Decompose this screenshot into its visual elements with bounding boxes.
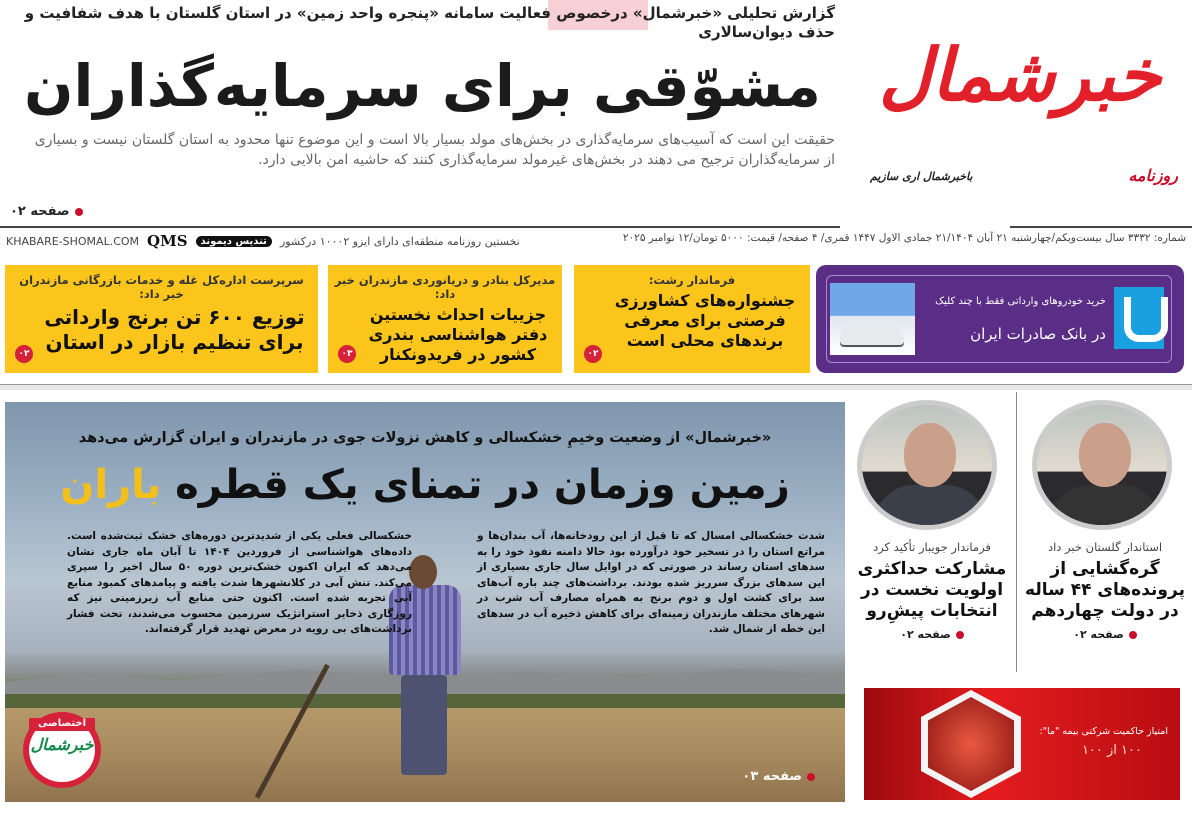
side-news-subtitle: فرماندار جویبار تأکید کرد [873, 540, 991, 554]
governor-photo [1032, 400, 1172, 530]
side-news-page-ref [852, 628, 1012, 641]
box-subtitle: فرماندار رشت: [648, 273, 736, 287]
bullet-icon [1129, 631, 1137, 639]
exclusive-badge [23, 712, 101, 788]
box-subtitle: مدیرکل بنادر و دریانوردی مازندران خبر داد: [334, 273, 556, 301]
side-news-page-ref [1020, 628, 1190, 641]
story-page-ref[interactable] [742, 769, 815, 784]
story-kicker: «خبرشمال» از وضعیت وخیمِ خشکسالی و کاهش نزولات جوی در مازندران و ایران گزارش می‌دهد [78, 430, 772, 446]
info-left [6, 232, 566, 250]
ad-line2: در بانک صادرات ایران [970, 325, 1106, 343]
news-box[interactable] [328, 265, 562, 373]
ad-line1: خرید خودروهای وارداتی فقط با چند کلیک [935, 296, 1106, 307]
ad-line2: ۱۰۰ از ۱۰۰ [1081, 743, 1142, 758]
page-ref-text: صفحه ۰۳ [742, 769, 802, 784]
exclusive-label: اختصاصی [29, 718, 95, 731]
logo-daily: روزنامه [1128, 166, 1178, 185]
section-separator [0, 384, 1192, 390]
iso-text: نخستین روزنامه منطقه‌ای دارای ایزو ۱۰۰۰۲ درکشور [279, 234, 520, 248]
car-image [830, 283, 915, 355]
column-divider [1016, 392, 1017, 672]
box-page: ۰۳ [338, 345, 356, 363]
box-title: توزیع ۶۰۰ تن برنج وارداتی برای تنظیم بازار در استان [44, 305, 305, 354]
page-ref-text: صفحه ۰۲ [900, 628, 951, 641]
headline-lead: حقیقت این است که آسیب‌های سرمایه‌گذاری در بخش‌های مولد بسیار بالا است و این موضوع تنها محدود به استان گلستان نیست و بسیاری از سرمایه‌گذاران ترجیح می دهند در بخش‌های غیرمولد سرمایه‌گذاری کنند که حاشیه امن بالایی دارد. [34, 132, 835, 168]
bullet-icon [75, 208, 83, 216]
story-title-highlight: باران [60, 462, 162, 508]
bullet-icon [807, 773, 815, 781]
badge-logo: خبرشمال [30, 735, 94, 754]
box-title: جشنواره‌های کشاورزی فرصتی برای معرفی برندهای محلی است [614, 291, 796, 350]
box-subtitle: سرپرست اداره‌کل غله و خدمات بازرگانی مازندران خبر داد: [19, 273, 304, 301]
divider [1010, 226, 1192, 228]
ad-line1: امتیاز حاکمیت شرکتی بیمه "ما": [1039, 726, 1168, 737]
story-title-text: زمین وزمان در تمنای یک قطره [175, 462, 790, 508]
story-column-right: شدت خشکسالی امسال که تا قبل از این رودخانه‌ها، آب بندان‌ها و مراتع استان را در تسخیر خود درآورده بود حالا دامنه نفوذ خود را به سدهای استان رساند در صورتی که در اوایل سال جاری بسیاری از این سدهای بزرگ سرریز شده بودند. برداشت‌های چند باره آب‌های سد برای کشت اول و دوم برنج به همراه مصارف آب شرب در شهرهای مختلف مازندران زمینه‌ای برای کاهش ذخیره آب در سدهای این خطه از شمال شد. [477, 530, 825, 635]
side-news-title: مشارکت حداکثری اولویت نخست در انتخابات پیشِ‌رو [857, 559, 1007, 621]
story-title[interactable] [5, 462, 845, 508]
side-news-title: گره‌گشایی از پرونده‌های ۴۴ ساله در دولت چهاردهم [1025, 559, 1185, 621]
side-news-subtitle: استاندار گلستان خبر داد [1047, 540, 1163, 554]
qms-logo: QMS [147, 232, 188, 250]
logo-slogan: باخبرشمال اری سازیم [870, 170, 973, 183]
box-title: جزییات احداث نخستین دفتر هواشناسی بندری کشور در فریدونکنار [368, 305, 548, 364]
website[interactable]: KHABARE-SHOMAL.COM [6, 234, 140, 248]
insurance-ad[interactable] [864, 688, 1180, 800]
divider [0, 226, 840, 228]
news-box[interactable] [5, 265, 318, 373]
diamond-badge: تندیس دیموند [196, 236, 272, 247]
box-page: ۰۲ [584, 345, 602, 363]
main-headline[interactable]: مشوّقی برای سرمایه‌گذاران [24, 52, 821, 120]
page-ref-text: صفحه ۰۲ [10, 204, 70, 219]
side-news-item[interactable] [852, 540, 1012, 641]
box-page: ۰۲ [15, 345, 33, 363]
story-column-left: خشکسالی فعلی یکی از شدیدترین دوره‌های خشک ثبت‌شده است. داده‌های هواشناسی از فروردین ۱۴۰۴ تا آبان ماه جاری نشان می‌دهد که ایران اکنون خشک‌ترین دوره ۵۰ سال اخیر را سپری می‌کند. تنش آبی در کلانشهرها شدت یافته و پیامدهای کمبود منابع آبی تجربه شده است. اکنون حتی منابع آب زیرزمینی نیز که روزگاری ذخایر استراتژیک سرزمین محسوب می‌شدند، تحت فشار برداشت‌های بی رویه در معرض تهدید قرار گرفته‌اند. [67, 530, 412, 635]
logo-wordmark: خبرشمال [878, 32, 1162, 117]
official-photo [857, 400, 997, 530]
side-news-item[interactable] [1020, 540, 1190, 641]
trophy-hexagon-icon [921, 690, 1021, 798]
issue-info: شماره: ۳۳۳۲ سال بیست‌ویکم/چهارشنبه ۲۱ آبان ۲۱/۱۴۰۴ جمادی الاول ۱۴۴۷ قمری/ ۴ صفحه/ قیمت: ۵۰۰۰ تومان/۱۲ نوامبر ۲۰۲۵ [622, 232, 1186, 244]
bullet-icon [956, 631, 964, 639]
headline-page-ref[interactable] [10, 204, 83, 219]
main-story-photo[interactable] [5, 402, 845, 802]
bank-logo-icon [1114, 287, 1164, 349]
news-box[interactable] [574, 265, 810, 373]
page-ref-text: صفحه ۰۲ [1073, 628, 1124, 641]
bank-saderat-ad[interactable] [816, 265, 1184, 373]
headline-kicker: گزارش تحلیلی «خبرشمال» درخصوص فعالیت سامانه «پنجره واحد زمین» در استان گلستان با هدف شفافیت و حذف دیوان‌سالاری [24, 4, 835, 41]
newspaper-logo[interactable] [850, 0, 1190, 226]
